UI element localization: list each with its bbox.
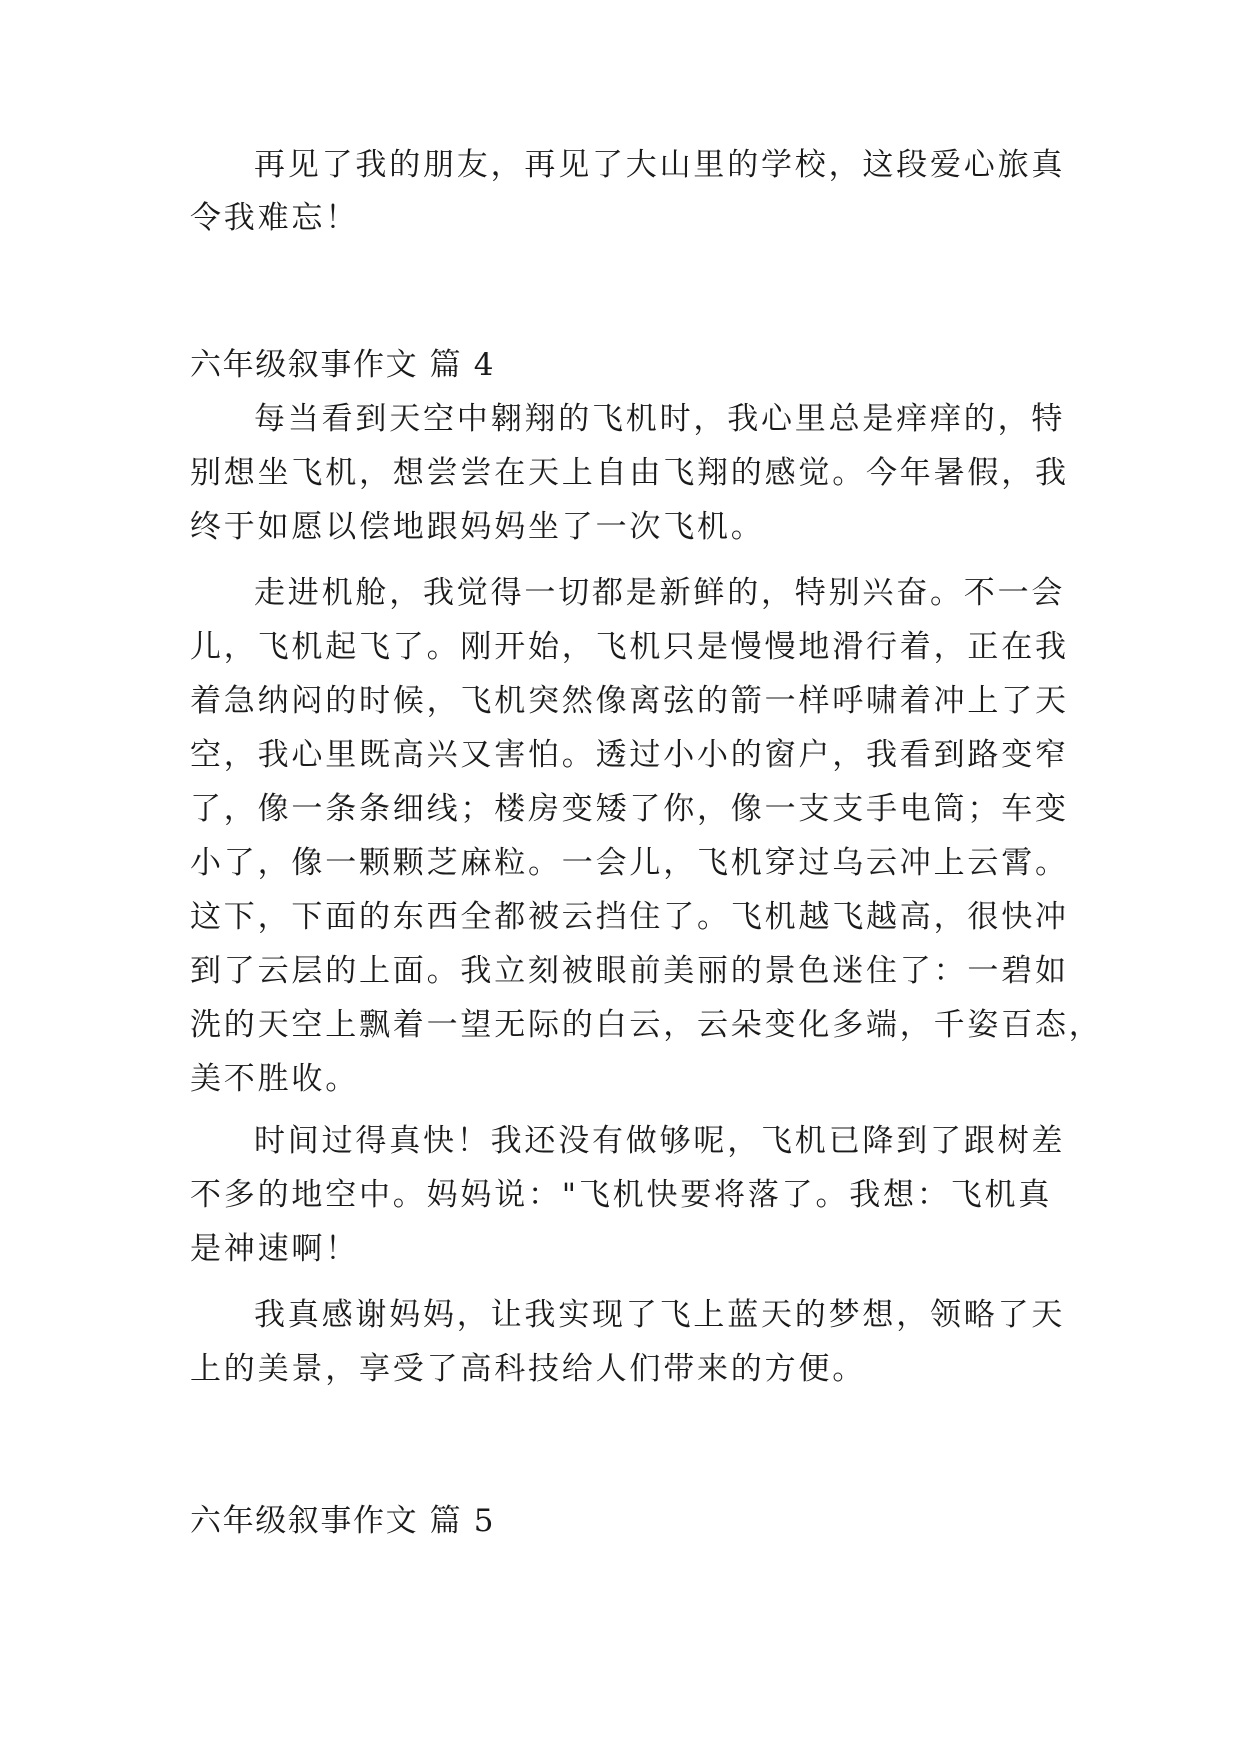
section-heading-4: 六年级叙事作文 篇 4 [190,347,496,383]
paragraph-line: 别想坐飞机，想尝尝在天上自由飞翔的感觉。今年暑假，我 [190,455,1069,491]
paragraph-line: 是神速啊！ [190,1231,359,1267]
paragraph-line: 着急纳闷的时候，飞机突然像离弦的箭一样呼啸着冲上了天 [190,683,1069,719]
paragraph-line: 美不胜收。 [190,1061,359,1097]
section-heading-5: 六年级叙事作文 篇 5 [190,1503,496,1539]
paragraph-line: 空，我心里既高兴又害怕。透过小小的窗户，我看到路变窄 [190,737,1069,773]
paragraph-line: 这下，下面的东西全都被云挡住了。飞机越飞越高，很快冲 [190,899,1069,935]
paragraph-line: 到了云层的上面。我立刻被眼前美丽的景色迷住了：一碧如 [190,953,1069,989]
paragraph-line: 每当看到天空中翱翔的飞机时，我心里总是痒痒的，特 [254,401,1066,437]
paragraph-line: 洗的天空上飘着一望无际的白云，云朵变化多端，千姿百态， [190,1007,1103,1043]
paragraph-line: 儿，飞机起飞了。刚开始，飞机只是慢慢地滑行着，正在我 [190,629,1069,665]
paragraph-line: 我真感谢妈妈，让我实现了飞上蓝天的梦想，领略了天 [254,1297,1066,1333]
intro-line: 再见了我的朋友，再见了大山里的学校，这段爱心旅真 [254,147,1066,183]
paragraph-line: 小了，像一颗颗芝麻粒。一会儿，飞机穿过乌云冲上云霄。 [190,845,1069,881]
paragraph-line: 终于如愿以偿地跟妈妈坐了一次飞机。 [190,509,765,545]
paragraph-line: 走进机舱，我觉得一切都是新鲜的，特别兴奋。不一会 [254,575,1066,611]
paragraph-line: 时间过得真快！我还没有做够呢，飞机已降到了跟树差 [254,1123,1066,1159]
intro-line: 令我难忘！ [190,200,359,236]
paragraph-line: 上的美景，享受了高科技给人们带来的方便。 [190,1351,866,1387]
paragraph-line: 了，像一条条细线；楼房变矮了你，像一支支手电筒；车变 [190,791,1069,827]
paragraph-line: 不多的地空中。妈妈说："飞机快要将落了。我想：飞机真 [190,1177,1053,1213]
